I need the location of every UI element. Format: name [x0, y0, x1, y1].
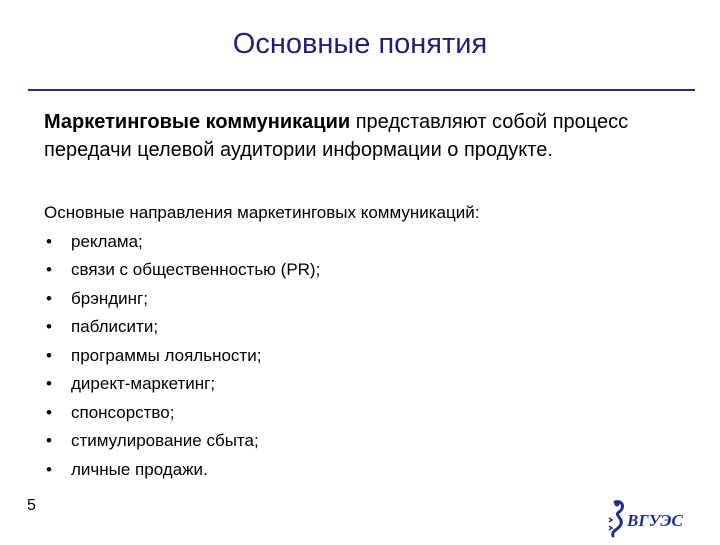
list-item — [44, 456, 684, 485]
bullet-icon: • — [46, 288, 52, 308]
bullet-icon: • — [46, 431, 52, 450]
bullet-icon: • — [46, 402, 52, 422]
list-item-text: спонсорство; — [71, 402, 175, 422]
list-item-text: брэндинг; — [71, 288, 148, 308]
list-item — [44, 399, 684, 428]
list-item — [44, 256, 684, 285]
list-item — [44, 228, 684, 257]
logo-text: ВГУЭС — [627, 511, 683, 530]
bullet-icon: • — [46, 345, 52, 365]
list-item-text: паблисити; — [71, 317, 159, 336]
list-item-text: связи с общественностью (PR); — [71, 260, 321, 279]
lead-definition: представляют собой процесс передачи целевой аудитории информации о продукте. — [44, 111, 629, 161]
bullet-icon: • — [46, 317, 52, 336]
directions-block — [44, 199, 684, 484]
lead-term: Маркетинговые коммуникации — [44, 111, 351, 133]
bullet-icon: • — [46, 260, 52, 279]
bullet-icon: • — [46, 459, 52, 479]
list-item — [44, 313, 684, 342]
list-item-text: программы лояльности; — [71, 345, 262, 365]
title-divider — [28, 89, 695, 91]
list-item-text: стимулирование сбыта; — [71, 431, 259, 450]
directions-list — [44, 228, 684, 485]
list-item-text: личные продажи. — [71, 459, 208, 479]
university-logo-icon — [603, 496, 703, 540]
bullet-icon: • — [46, 231, 52, 251]
bullet-icon: • — [46, 374, 52, 393]
logo-graphic — [603, 496, 703, 540]
list-item — [44, 427, 684, 456]
page-number: 5 — [27, 497, 36, 514]
list-item-text: директ-маркетинг; — [71, 374, 216, 393]
list-item — [44, 342, 684, 371]
list-item — [44, 285, 684, 314]
lead-paragraph — [44, 108, 674, 164]
slide-title: Основные понятия — [232, 28, 488, 60]
directions-heading: Основные направления маркетинговых коммуникаций: — [44, 203, 480, 222]
list-item — [44, 370, 684, 399]
list-item-text: реклама; — [71, 231, 143, 251]
